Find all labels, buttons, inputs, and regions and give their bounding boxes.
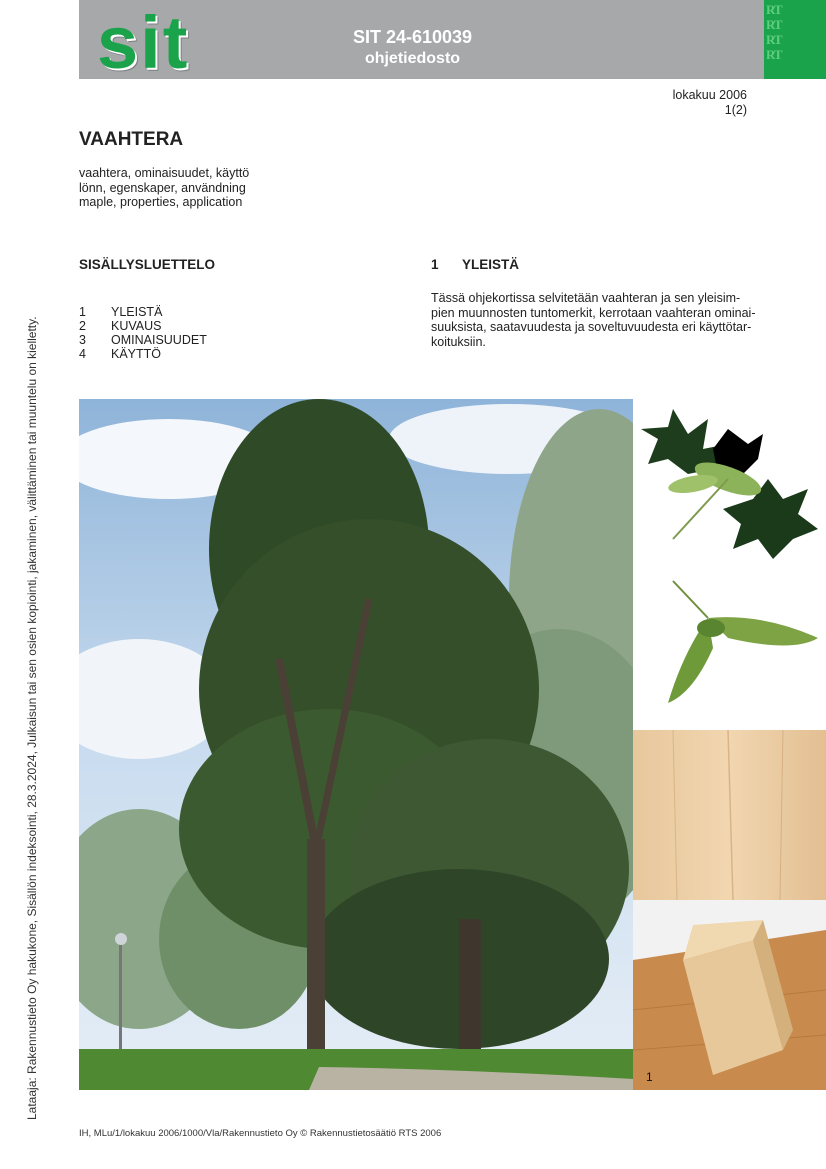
footer-text: IH, MLu/1/lokakuu 2006/1000/Vla/Rakennustieto Oy © Rakennustietosäätiö RTS 2006 <box>79 1128 442 1139</box>
section-number: 1 <box>431 257 439 272</box>
document-type: ohjetiedosto <box>364 50 461 67</box>
document-code: SIT 24-610039 <box>352 27 473 47</box>
toc-item <box>79 333 207 347</box>
toc-item <box>79 319 207 333</box>
side-notice: Lataaja: Rakennustieto Oy hakukone, Sisällön indeksointi, 28.3.2024, Julkaisun tai sen osien kopiointi, jakaminen, välittäminen tai muuntelu on kielletty. <box>25 316 39 1120</box>
toc-item <box>79 347 207 361</box>
maple-wood-texture <box>633 730 826 900</box>
toc-item-number: 4 <box>79 347 86 361</box>
toc-item-number: 2 <box>79 319 86 333</box>
sit-logo: sit <box>97 1 190 84</box>
page-title: VAAHTERA <box>79 129 184 150</box>
keywords-en: maple, properties, application <box>79 195 243 209</box>
intro-paragraph <box>431 291 756 349</box>
toc-item-number: 3 <box>79 333 86 347</box>
toc-list <box>79 305 207 361</box>
toc-item-label: YLEISTÄ <box>111 305 163 319</box>
rt-logo-pattern: RT RT RT RT <box>766 2 782 62</box>
toc-item-label: KUVAUS <box>111 319 162 333</box>
date-block <box>673 88 747 118</box>
intro-line: pien muunnosten tuntomerkit, kerrotaan vaahteran ominai- <box>431 305 756 320</box>
toc-item <box>79 305 207 319</box>
intro-line: suuksista, saatavuudesta ja soveltuvuudesta eri käyttötar- <box>431 320 752 334</box>
intro-line: koituksiin. <box>431 334 486 349</box>
maple-seed-photo <box>633 573 826 730</box>
keywords-fi: vaahtera, ominaisuudet, käyttö <box>79 166 250 180</box>
toc-item-number: 1 <box>79 305 86 319</box>
maple-tree-photo <box>79 399 633 1090</box>
keywords-sv: lönn, egenskaper, användning <box>79 180 246 195</box>
intro-line: Tässä ohjekortissa selvitetään vaahteran ja sen yleisim- <box>431 291 741 305</box>
section-heading <box>431 257 519 272</box>
toc-item-label: KÄYTTÖ <box>111 347 162 361</box>
page-number: 1(2) <box>724 103 747 117</box>
figure-number: 1 <box>646 1070 653 1084</box>
toc-heading: SISÄLLYSLUETTELO <box>79 257 216 272</box>
maple-box-photo <box>633 900 826 1090</box>
maple-leaf-photo <box>633 399 826 573</box>
keywords <box>79 166 249 210</box>
section-title: YLEISTÄ <box>462 257 520 272</box>
date-text: lokakuu 2006 <box>672 88 747 102</box>
toc-item-label: OMINAISUUDET <box>111 333 207 347</box>
